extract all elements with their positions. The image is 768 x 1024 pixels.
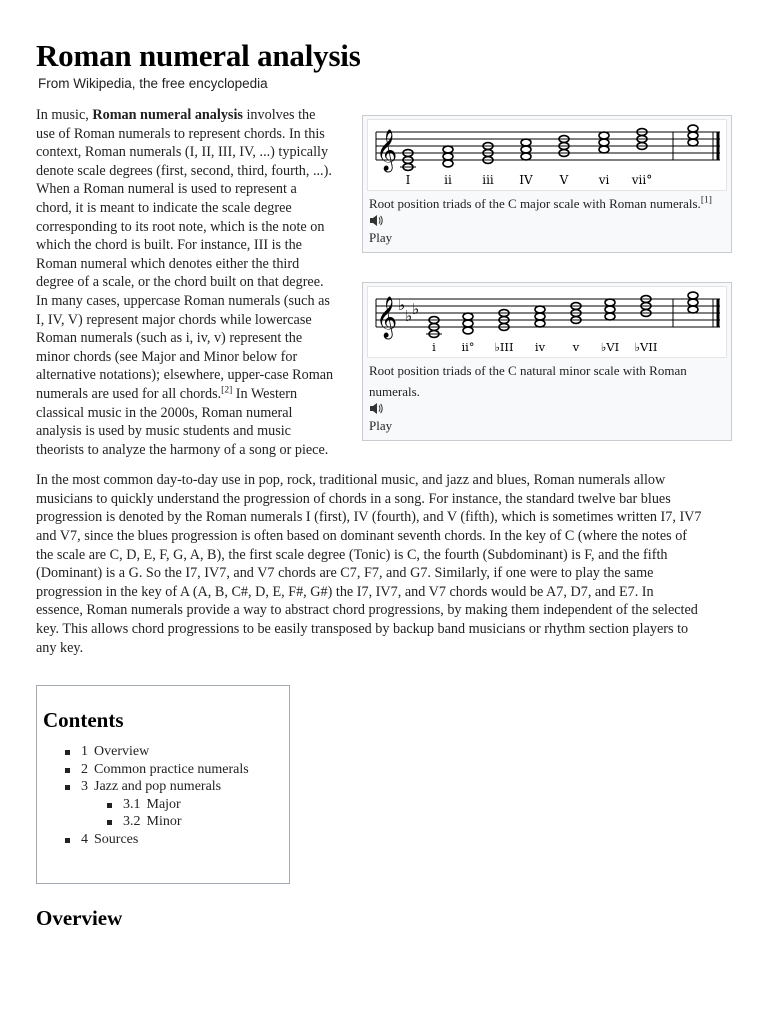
toc-number: 3.1	[123, 796, 141, 812]
toc-number: 2	[81, 761, 88, 777]
note-head	[605, 313, 615, 320]
reference-link[interactable]: [1]	[700, 195, 712, 206]
section-heading-overview: Overview	[36, 906, 123, 930]
toc-list	[43, 743, 283, 848]
numeral-label: ♭VI	[600, 340, 620, 354]
play-label: Play	[369, 230, 393, 245]
note-head	[463, 327, 473, 334]
toc-label: Sources	[94, 831, 139, 847]
intro-text: In music,	[36, 107, 93, 123]
note-head	[463, 313, 473, 320]
page-tagline: From Wikipedia, the free encyclopedia	[38, 76, 268, 91]
score-major-image[interactable]	[367, 119, 727, 191]
numeral-label: ii	[444, 173, 452, 187]
treble-clef-icon: 𝄞	[376, 130, 398, 171]
numeral-label: ♭VII	[634, 340, 658, 354]
note-head	[535, 313, 545, 320]
page-title: Roman numeral analysis	[36, 38, 361, 73]
flat-icon: ♭	[405, 307, 413, 325]
numeral-label: v	[572, 340, 580, 354]
note-head	[688, 292, 698, 299]
toc-label: Overview	[94, 744, 150, 759]
numeral-label: i	[432, 340, 436, 354]
toc-number: 1	[81, 744, 88, 759]
note-head	[599, 146, 609, 153]
figure-minor-caption	[367, 358, 727, 436]
toc-number: 3.2	[123, 814, 141, 829]
toc-item-minor[interactable]	[107, 813, 283, 831]
reference-link[interactable]: [2]	[221, 385, 233, 396]
note-head	[599, 139, 609, 146]
play-label: Play	[369, 418, 393, 433]
treble-clef-icon: 𝄞	[376, 297, 398, 338]
note-head	[688, 299, 698, 306]
toc-label: Jazz and pop numerals	[94, 779, 222, 794]
article-body	[36, 106, 712, 669]
note-head	[605, 299, 615, 306]
toc-item-jazz-pop[interactable]	[65, 778, 283, 831]
speaker-icon	[369, 214, 383, 227]
numeral-label: ♭III	[494, 340, 514, 354]
numeral-label: IV	[519, 173, 533, 187]
caption-text: Root position triads of the C natural minor scale with Roman numerals.	[369, 363, 687, 399]
numeral-label: V	[559, 173, 569, 187]
table-of-contents	[36, 685, 290, 884]
note-head	[599, 132, 609, 139]
note-head	[688, 139, 698, 146]
figure-major-caption	[367, 191, 727, 248]
numeral-label: iii	[482, 173, 494, 187]
caption-text: Root position triads of the C major scale with Roman numerals.	[369, 196, 701, 211]
note-head	[463, 320, 473, 327]
toc-label: Common practice numerals	[94, 761, 249, 777]
note-head	[443, 146, 453, 153]
intro-text: involves the use of Roman numerals to represent chords. In this context, Roman numerals (I, II, III, IV, ...) typically denote scale degrees (first, second, third, fourth, ...). When a Roman numeral is used to represent a chord, it is meant to indicate the scale degree corresponding to its root note, which is the note on which the chord is built. For instance, III is the Roman numeral which denotes either the third degree of a scale, or the chord built on that degree. In many cases, uppercase Roman numerals (such as I, IV, V) represent major chords while lowercase Roman numerals (such as i, iv, v) represent the minor chords (see Major and Minor below for alternative notations); elsewhere, upper-case Roman numerals are used for all chords.	[36, 107, 334, 402]
figure-major-scale	[362, 115, 732, 253]
toc-sublist	[81, 796, 283, 831]
note-head	[688, 132, 698, 139]
figure-minor-scale	[362, 282, 732, 441]
numeral-label: vii°	[631, 173, 653, 187]
toc-item-sources[interactable]	[65, 831, 283, 849]
numeral-label: iv	[534, 340, 546, 354]
intro-text: In Western classical music in the 2000s, Roman numeral analysis is used by music students and music theorists to analyze the harmony of a song or piece.	[36, 385, 329, 458]
toc-number: 3	[81, 779, 88, 794]
toc-item-overview[interactable]	[65, 743, 283, 761]
usage-paragraph: In the most common day-to-day use in pop, rock, traditional music, and jazz and blues, Roman numerals allow musicians to quickly understand the progression of chords in a song. For instance, the standard twelve bar blues progression is denoted by the Roman numerals I (first), IV (fourth), and V (fifth), which is sometimes written I7, IV7 and V7, since the blues progression is often based on dominant seventh chords. In the key of C (where the notes of the scale are C, D, E, F, G, A, B), the first scale degree (Tonic) is C, the fourth (Subdominant) is F, and the fifth (Dominant) is a G. So the I7, IV7, and V7 chords are C7, F7, and G7. Similarly, if one were to play the same progression in the key of A (A, B, C#, D, E, F#, G#) the I7, IV7, and V7 chords would be A7, D7, and E7. In essence, Roman numerals provide a way to abstract chord progressions, by making them independent of the selected key. This allows chord progressions to be easily transposed by backup band musicians or rhythm section players to any key.	[36, 472, 702, 656]
play-audio-button[interactable]	[369, 402, 725, 433]
toc-label: Major	[146, 796, 181, 812]
toc-item-common-practice[interactable]	[65, 761, 283, 779]
note-head	[688, 306, 698, 313]
toc-label: Minor	[146, 814, 182, 829]
numeral-label: ii°	[461, 340, 475, 354]
note-head	[605, 306, 615, 313]
note-head	[535, 320, 545, 327]
flat-icon: ♭	[412, 300, 420, 318]
speaker-icon	[369, 402, 383, 415]
flat-icon: ♭	[398, 296, 406, 314]
note-head	[521, 146, 531, 153]
intro-term: Roman numeral analysis	[92, 107, 243, 123]
note-head	[521, 139, 531, 146]
note-head	[443, 153, 453, 160]
numeral-label: vi	[598, 173, 610, 187]
score-minor-image[interactable]	[367, 286, 727, 358]
play-audio-button[interactable]	[369, 214, 725, 245]
toc-title: Contents	[43, 708, 124, 732]
numeral-label: I	[405, 173, 411, 187]
note-head	[443, 160, 453, 167]
note-head	[521, 153, 531, 160]
note-head	[535, 306, 545, 313]
score-minor-svg	[368, 287, 728, 357]
toc-item-major[interactable]	[107, 796, 283, 814]
score-major-svg	[368, 120, 728, 190]
note-head	[688, 125, 698, 132]
toc-number: 4	[81, 831, 88, 847]
